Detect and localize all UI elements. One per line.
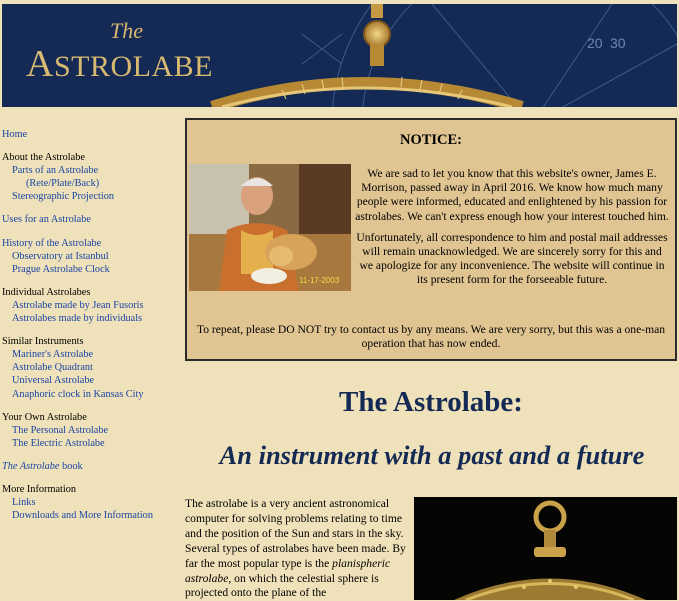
- nav-book[interactable]: [2, 460, 180, 473]
- page-subheading: An instrument with a past and a future: [219, 440, 645, 470]
- nav-stereographic-projection[interactable]: Stereographic Projection: [12, 191, 115, 203]
- nav-downloads[interactable]: Downloads and More Information: [12, 510, 153, 522]
- notice-paragraph-3: To repeat, please DO NOT try to contact us by any means. We are very sorry, but this was a one-man operation that has now ended.: [196, 323, 666, 351]
- site-title-rest: STROLABE: [53, 50, 213, 83]
- nav-history[interactable]: History of the Astrolabe: [2, 237, 102, 249]
- nav-home[interactable]: Home: [2, 129, 28, 140]
- nav-heading-own: Your Own Astrolabe: [2, 411, 87, 423]
- astrolabe-photo: [414, 497, 677, 600]
- dial-number: 30: [610, 35, 626, 51]
- nav-heading-similar: Similar Instruments: [2, 336, 84, 348]
- header-banner: [2, 4, 677, 107]
- site-title-initial: A: [26, 43, 54, 85]
- nav-astrolabe-quadrant[interactable]: Astrolabe Quadrant: [12, 362, 93, 374]
- sidebar-nav: [2, 128, 180, 532]
- dial-number: 20: [587, 35, 603, 51]
- nav-mariners-astrolabe[interactable]: Mariner's Astrolabe: [12, 349, 94, 361]
- intro-emphasis: planispheric astrolabe: [185, 556, 391, 585]
- nav-links[interactable]: Links: [12, 497, 36, 509]
- nav-parts-of-astrolabe[interactable]: Parts of an Astrolabe: [12, 165, 99, 177]
- nav-heading-more: More Information: [2, 483, 77, 495]
- notice-box: [185, 118, 677, 361]
- site-title-the: The: [110, 18, 143, 43]
- nav-made-by-individuals[interactable]: Astrolabes made by individuals: [12, 313, 143, 325]
- nav-book-suffix: book: [59, 460, 83, 472]
- owner-photo-graphic: [189, 164, 351, 291]
- nav-prague-clock[interactable]: Prague Astrolabe Clock: [12, 263, 110, 275]
- nav-book-title: The Astrolabe: [2, 460, 60, 472]
- nav-heading-individual: Individual Astrolabes: [2, 286, 91, 298]
- nav-rete-plate-back[interactable]: (Rete/Plate/Back): [26, 178, 100, 190]
- page-heading: The Astrolabe:: [339, 386, 523, 418]
- site-title: [26, 42, 213, 86]
- astrolabe-photo-graphic: [414, 497, 677, 600]
- intro-paragraph: [185, 497, 407, 601]
- notice-paragraph-1: We are sad to let you know that this website's owner, James E. Morrison, passed away in April 2016. We know how much many people were informed, educated and enlightened by his passion for astrolabes. We can't express enough how your interest touched him.: [355, 167, 669, 223]
- nav-universal-astrolabe[interactable]: Universal Astrolabe: [12, 375, 95, 387]
- photo-date-stamp: 11-17-2003: [299, 276, 340, 285]
- intro-text-2: , on which the celestial sphere is projected onto the plane of the: [185, 571, 379, 600]
- notice-paragraph-2: Unfortunately, all correspondence to him and postal mail addresses will remain unacknowledged. We are sincerely sorry for this and we apologize for any inconvenience. The website will continue in its present form for the forseeable future.: [356, 230, 668, 287]
- owner-photo: [189, 164, 351, 291]
- intro-text-1: The astrolabe is a very ancient astronomical computer for solving problems relating to time and the position of the Sun and stars in the sky. Several types of astrolabes have been made. By far the most popular type is the: [185, 497, 406, 570]
- nav-observatory-istanbul[interactable]: Observatory at Istanbul: [12, 250, 109, 262]
- nav-jean-fusoris[interactable]: Astrolabe made by Jean Fusoris: [12, 299, 144, 311]
- nav-personal-astrolabe[interactable]: The Personal Astrolabe: [12, 424, 109, 436]
- nav-anaphoric-clock[interactable]: Anaphoric clock in Kansas City: [12, 388, 144, 400]
- nav-uses[interactable]: Uses for an Astrolabe: [2, 214, 91, 226]
- notice-text: [355, 167, 669, 295]
- nav-heading-about: About the Astrolabe: [2, 152, 85, 164]
- notice-title: NOTICE:: [399, 132, 463, 148]
- nav-electric-astrolabe[interactable]: The Electric Astrolabe: [12, 437, 105, 449]
